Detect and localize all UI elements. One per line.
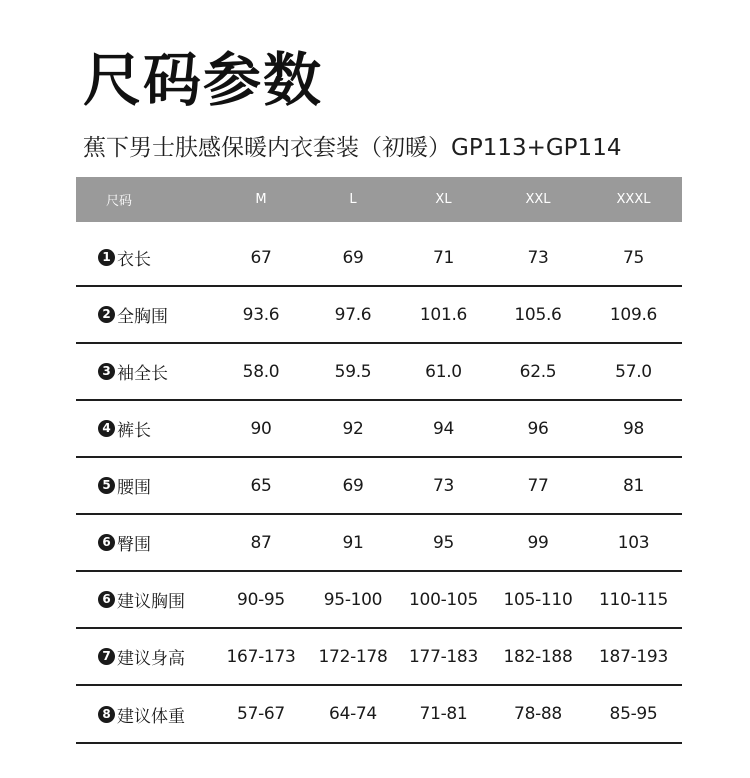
table-cell: 99 [527,532,549,553]
table-cell: 90 [250,418,272,439]
table-header-row [76,177,682,222]
table-cell: 78-88 [514,704,562,724]
row-label [76,530,212,555]
number-badge-icon: 3 [98,363,115,380]
header-cell-xxl: XXL [525,192,551,207]
table-cell: 94 [432,418,455,439]
table-cell: 61.0 [425,361,462,382]
table-row [76,515,682,572]
table-cell: 92 [342,418,364,439]
table-cell: 65 [250,475,272,496]
table-cell: 100-105 [409,589,478,610]
row-label-text: 臀围 [117,535,151,555]
table-cell: 71 [432,247,455,268]
table-cell: 105-110 [503,589,573,610]
number-badge-icon: 5 [98,477,115,494]
header-cell-xxxl: XXXL [616,192,651,207]
number-badge-icon: 6 [98,534,115,551]
row-label [76,416,212,441]
table-cell: 167-173 [226,646,296,667]
row-label-text: 腰围 [117,478,151,498]
number-badge-icon: 2 [98,306,115,323]
table-cell: 73 [527,247,549,268]
table-cell: 58.0 [242,361,280,382]
table-cell: 69 [342,247,364,268]
row-label [76,702,212,727]
header-cell-size: 尺码 [106,194,133,209]
table-row [76,572,682,629]
row-label [76,245,212,270]
table-row [76,230,682,287]
table-cell: 91 [342,532,364,553]
table-cell: 57.0 [615,361,652,382]
row-label-text: 建议身高 [117,649,185,669]
row-label-text: 衣长 [117,250,151,270]
table-body [76,230,682,744]
table-cell: 95 [432,532,455,553]
header-cell-l: L [349,192,357,207]
size-table [76,177,682,744]
table-cell: 97.6 [334,304,372,325]
table-cell: 59.5 [334,361,372,382]
row-label-text: 建议胸围 [117,592,185,612]
table-cell: 62.5 [519,361,557,382]
table-cell: 75 [622,247,645,268]
number-badge-icon: 6 [98,591,115,608]
row-label [76,302,212,327]
table-cell: 187-193 [599,646,668,667]
number-badge-icon: 4 [98,420,115,437]
header-spacer [76,222,682,230]
table-cell: 95-100 [323,589,383,610]
row-label-text: 袖全长 [117,364,168,384]
table-row [76,458,682,515]
number-badge-icon: 8 [98,706,115,723]
table-row [76,629,682,686]
page-title: 尺码参数 [83,46,324,114]
table-cell: 57-67 [237,704,285,724]
table-row [76,344,682,401]
table-cell: 67 [250,247,272,268]
table-cell: 96 [527,418,549,439]
table-row [76,287,682,344]
table-cell: 105.6 [514,304,562,325]
table-cell: 177-183 [409,646,478,667]
page-subtitle: 蕉下男士肤感保暖内衣套装（初暖）GP113+GP114 [83,135,622,161]
table-cell: 64-74 [329,704,377,724]
table-cell: 71-81 [419,704,468,724]
table-cell: 77 [527,475,549,496]
row-label [76,473,212,498]
table-cell: 87 [250,532,272,553]
table-row [76,686,682,744]
table-cell: 81 [622,475,645,496]
row-label-text: 建议体重 [117,706,185,727]
table-cell: 182-188 [503,646,573,667]
row-label-text: 裤长 [117,421,151,441]
table-cell: 110-115 [599,589,668,610]
row-label-text: 全胸围 [117,307,168,327]
row-label [76,359,212,384]
table-cell: 109.6 [609,304,658,325]
table-cell: 90-95 [237,589,285,610]
table-cell: 172-178 [318,646,388,667]
number-badge-icon: 7 [98,648,115,665]
row-label [76,587,212,612]
number-badge-icon: 1 [98,249,115,266]
header-cell-xl: XL [435,192,452,207]
table-cell: 85-95 [609,704,658,724]
table-row [76,401,682,458]
table-cell: 69 [342,475,364,496]
table-cell: 101.6 [419,304,468,325]
table-cell: 103 [617,532,650,553]
table-cell: 73 [432,475,455,496]
row-label [76,644,212,669]
table-cell: 93.6 [242,304,280,325]
header-cell-m: M [255,192,267,207]
table-cell: 98 [622,418,645,439]
